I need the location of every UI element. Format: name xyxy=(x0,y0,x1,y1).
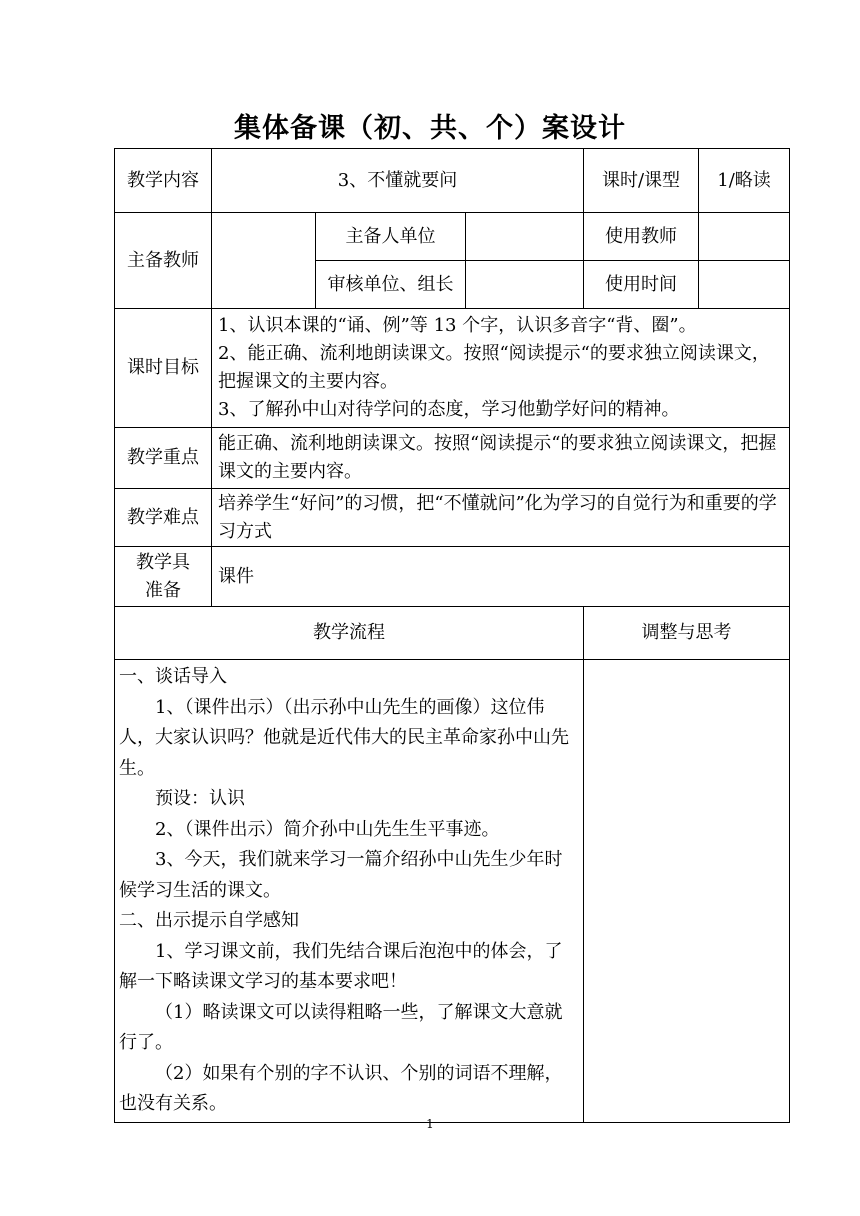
flow-section-heading: 一、谈话导入 xyxy=(119,666,227,687)
content-value: 3、不懂就要问 xyxy=(212,149,584,213)
flow-section-heading: 二、出示提示自学感知 xyxy=(119,910,299,931)
goal-item: 3、了解孙中山对待学问的态度，学习他勤学好问的精神。 xyxy=(218,399,680,420)
lead-unit-value xyxy=(466,213,584,261)
key-label: 教学重点 xyxy=(115,428,212,489)
page-number: 1 xyxy=(426,1117,434,1131)
user-teacher-value xyxy=(699,213,790,261)
flow-paragraph: 1、（课件出示）（出示孙中山先生的画像）这位伟人，大家认识吗？他就是近代伟大的民主革命家孙中山先生。 xyxy=(119,696,569,779)
page-title: 集体备课（初、共、个）案设计 xyxy=(234,113,626,144)
user-teacher-label: 使用教师 xyxy=(584,213,699,261)
goals-label: 课时目标 xyxy=(115,309,212,428)
review-value xyxy=(466,261,584,309)
flow-paragraph: 2、（课件出示）简介孙中山先生生平事迹。 xyxy=(155,818,500,840)
flow-paragraph: （1）略读课文可以读得粗略一些，了解课文大意就行了。 xyxy=(119,1001,563,1053)
reflect-content xyxy=(584,660,790,1123)
flow-content xyxy=(115,660,584,1123)
flow-paragraph: 1、学习课文前，我们先结合课后泡泡中的体会，了解一下略读课文学习的基本要求吧！ xyxy=(119,940,563,992)
lesson-plan-table xyxy=(114,148,790,1123)
lesson-type-value: 1/略读 xyxy=(699,149,790,213)
prep-value: 课件 xyxy=(212,547,790,607)
difficulty-value: 培养学生“好问”的习惯，把“不懂就问”化为学习的自觉行为和重要的学习方式 xyxy=(212,489,790,547)
lead-unit-label: 主备人单位 xyxy=(316,213,466,261)
reflect-header: 调整与思考 xyxy=(584,607,790,660)
flow-paragraph: 3、今天，我们就来学习一篇介绍孙中山先生少年时候学习生活的课文。 xyxy=(119,849,563,901)
content-label: 教学内容 xyxy=(115,149,212,213)
flow-paragraph: （2）如果有个别的字不认识、个别的词语不理解，也没有关系。 xyxy=(119,1062,563,1114)
difficulty-label: 教学难点 xyxy=(115,489,212,547)
use-time-value xyxy=(699,261,790,309)
lesson-type-label: 课时/课型 xyxy=(584,149,699,213)
goal-item: 2、能正确、流利地朗读课文。按照“阅读提示“的要求独立阅读课文，把握课文的主要内容。 xyxy=(218,343,770,392)
flow-paragraph: 预设：认识 xyxy=(155,788,245,809)
use-time-label: 使用时间 xyxy=(584,261,699,309)
goal-item: 1、认识本课的“诵、例”等 13 个字，认识多音字“背、圈”。 xyxy=(218,315,697,336)
prep-label: 教学具准备 xyxy=(115,547,212,607)
goals-cell xyxy=(212,309,790,428)
key-value: 能正确、流利地朗读课文。按照“阅读提示“的要求独立阅读课文，把握课文的主要内容。 xyxy=(212,428,790,489)
lead-teacher-label: 主备教师 xyxy=(115,213,212,309)
flow-header: 教学流程 xyxy=(115,607,584,660)
lead-teacher-value xyxy=(212,213,316,309)
review-label: 审核单位、组长 xyxy=(316,261,466,309)
